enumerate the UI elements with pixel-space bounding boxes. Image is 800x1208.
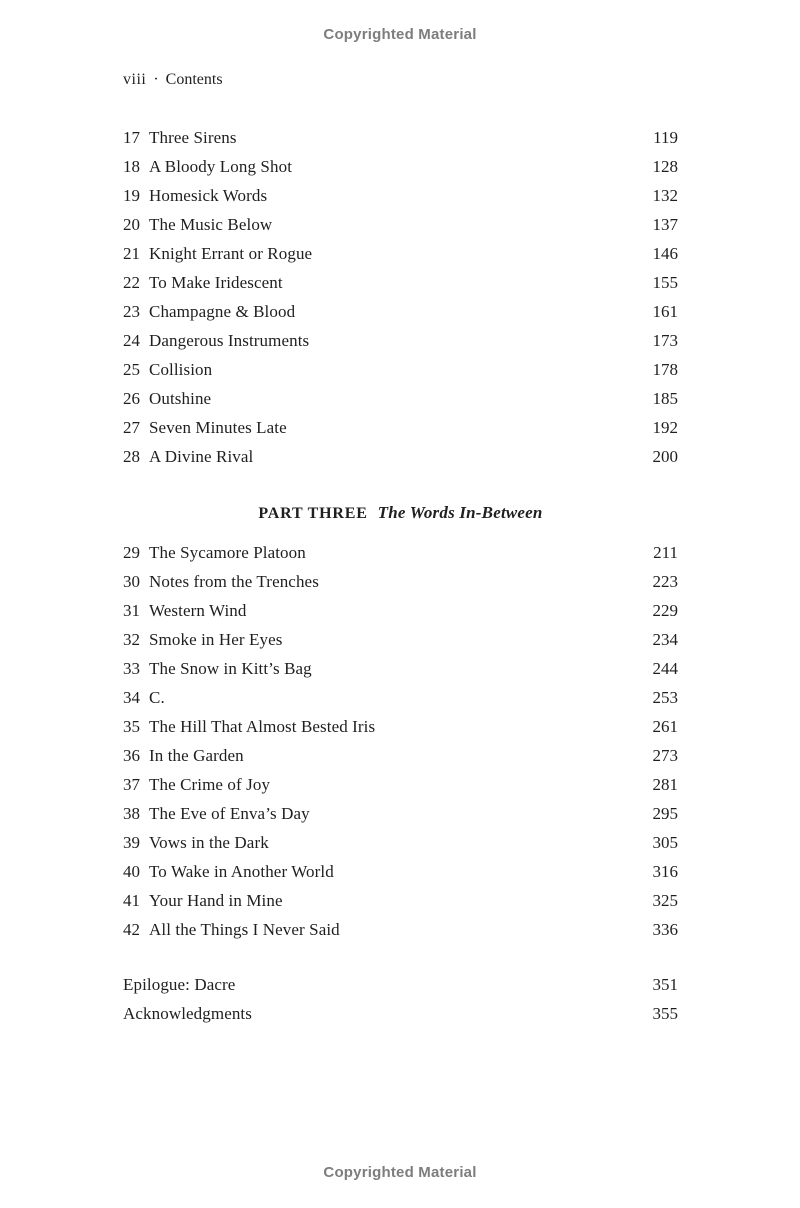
toc-entry-row xyxy=(123,239,678,268)
chapter-page-number: 261 xyxy=(652,717,678,736)
chapter-number: 24 xyxy=(123,331,140,350)
chapter-page-number: 200 xyxy=(652,447,678,466)
chapter-page-number: 155 xyxy=(652,273,678,292)
toc-entry-row xyxy=(123,857,678,886)
chapter-title: Your Hand in Mine xyxy=(149,891,283,910)
toc-entry-row xyxy=(123,355,678,384)
chapter-title: The Eve of Enva’s Day xyxy=(149,804,310,823)
header-separator-dot: · xyxy=(153,71,159,88)
chapter-page-number: 244 xyxy=(652,659,678,678)
chapter-page-number: 173 xyxy=(652,331,678,350)
chapter-title: Collision xyxy=(149,360,213,379)
chapter-number: 27 xyxy=(123,418,140,437)
chapter-number: 34 xyxy=(123,688,140,707)
toc-entry-row xyxy=(123,770,678,799)
part-heading-label: PART THREE xyxy=(258,505,368,522)
chapter-number: 29 xyxy=(123,543,140,562)
chapter-page-number: 325 xyxy=(652,891,678,910)
toc-section-part-three-entries xyxy=(123,538,678,944)
chapter-title: The Sycamore Platoon xyxy=(149,543,306,562)
toc-entry-row xyxy=(123,181,678,210)
chapter-number: 35 xyxy=(123,717,140,736)
chapter-page-number: 223 xyxy=(652,572,678,591)
chapter-title: The Music Below xyxy=(149,215,273,234)
chapter-title: Three Sirens xyxy=(149,128,237,147)
toc-entry-row xyxy=(123,741,678,770)
chapter-number: 41 xyxy=(123,891,140,910)
chapter-page-number: 192 xyxy=(652,418,678,437)
chapter-number: 32 xyxy=(123,630,140,649)
toc-entry-row xyxy=(123,413,678,442)
toc-entry-row xyxy=(123,596,678,625)
chapter-title: C. xyxy=(149,688,165,707)
chapter-title: Western Wind xyxy=(149,601,247,620)
chapter-number: 28 xyxy=(123,447,140,466)
chapter-title: Vows in the Dark xyxy=(149,833,269,852)
toc-entry-row xyxy=(123,683,678,712)
header-title: Contents xyxy=(165,71,223,88)
toc-entry-row xyxy=(123,384,678,413)
back-matter-page-number: 355 xyxy=(652,1004,678,1023)
part-three-heading xyxy=(123,503,678,523)
chapter-page-number: 185 xyxy=(652,389,678,408)
chapter-page-number: 128 xyxy=(652,157,678,176)
chapter-title: The Snow in Kitt’s Bag xyxy=(149,659,312,678)
chapter-number: 20 xyxy=(123,215,140,234)
toc-entry-row xyxy=(123,567,678,596)
chapter-page-number: 229 xyxy=(652,601,678,620)
toc-entry-row xyxy=(123,654,678,683)
chapter-page-number: 119 xyxy=(653,128,678,147)
chapter-title: Smoke in Her Eyes xyxy=(149,630,283,649)
chapter-number: 26 xyxy=(123,389,140,408)
toc-entry-row xyxy=(123,712,678,741)
chapter-page-number: 234 xyxy=(652,630,678,649)
chapter-title: Outshine xyxy=(149,389,212,408)
chapter-number: 36 xyxy=(123,746,140,765)
chapter-page-number: 273 xyxy=(652,746,678,765)
toc-entry-row xyxy=(123,999,678,1028)
back-matter-page-number: 351 xyxy=(652,975,678,994)
chapter-page-number: 161 xyxy=(652,302,678,321)
back-matter-title: Acknowledgments xyxy=(123,1004,252,1023)
chapter-title: Homesick Words xyxy=(149,186,268,205)
toc-entry-row xyxy=(123,970,678,999)
chapter-page-number: 295 xyxy=(652,804,678,823)
copyright-watermark-top: Copyrighted Material xyxy=(323,26,477,43)
chapter-number: 39 xyxy=(123,833,140,852)
toc-entry-row xyxy=(123,886,678,915)
chapter-number: 42 xyxy=(123,920,140,939)
chapter-number: 38 xyxy=(123,804,140,823)
chapter-title: Dangerous Instruments xyxy=(149,331,310,350)
chapter-title: Champagne & Blood xyxy=(149,302,296,321)
chapter-page-number: 336 xyxy=(652,920,678,939)
chapter-title: To Wake in Another World xyxy=(149,862,334,881)
chapter-title: To Make Iridescent xyxy=(149,273,283,292)
chapter-page-number: 132 xyxy=(652,186,678,205)
chapter-page-number: 316 xyxy=(652,862,678,881)
chapter-number: 18 xyxy=(123,157,140,176)
chapter-number: 40 xyxy=(123,862,140,881)
folio-page-number: viii xyxy=(123,71,147,88)
chapter-number: 37 xyxy=(123,775,140,794)
toc-entry-row xyxy=(123,210,678,239)
chapter-page-number: 178 xyxy=(652,360,678,379)
chapter-number: 31 xyxy=(123,601,140,620)
chapter-title: A Bloody Long Shot xyxy=(149,157,293,176)
chapter-title: Seven Minutes Late xyxy=(149,418,287,437)
toc-entry-row xyxy=(123,799,678,828)
toc-section-part-two-entries xyxy=(123,123,678,471)
toc-back-matter-entries xyxy=(123,970,678,1028)
chapter-page-number: 305 xyxy=(652,833,678,852)
chapter-title: Knight Errant or Rogue xyxy=(149,244,313,263)
chapter-number: 19 xyxy=(123,186,140,205)
chapter-page-number: 281 xyxy=(652,775,678,794)
toc-entry-row xyxy=(123,268,678,297)
chapter-page-number: 211 xyxy=(653,543,678,562)
running-header xyxy=(123,71,223,89)
part-heading-title: The Words In-Between xyxy=(377,503,543,522)
toc-entry-row xyxy=(123,915,678,944)
toc-entry-row xyxy=(123,326,678,355)
toc-entry-row xyxy=(123,442,678,471)
toc-entry-row xyxy=(123,152,678,181)
toc-entry-row xyxy=(123,123,678,152)
toc-entry-row xyxy=(123,297,678,326)
copyright-watermark-bottom: Copyrighted Material xyxy=(323,1164,477,1181)
chapter-number: 17 xyxy=(123,128,140,147)
chapter-number: 22 xyxy=(123,273,140,292)
toc-entry-row xyxy=(123,538,678,567)
chapter-number: 30 xyxy=(123,572,140,591)
chapter-page-number: 137 xyxy=(652,215,678,234)
toc-entry-row xyxy=(123,828,678,857)
chapter-title: All the Things I Never Said xyxy=(149,920,340,939)
chapter-page-number: 146 xyxy=(652,244,678,263)
chapter-number: 33 xyxy=(123,659,140,678)
toc-entry-row xyxy=(123,625,678,654)
chapter-number: 23 xyxy=(123,302,140,321)
chapter-title: A Divine Rival xyxy=(149,447,254,466)
chapter-number: 21 xyxy=(123,244,140,263)
back-matter-title: Epilogue: Dacre xyxy=(123,975,236,994)
chapter-number: 25 xyxy=(123,360,140,379)
chapter-title: The Hill That Almost Bested Iris xyxy=(149,717,376,736)
chapter-title: Notes from the Trenches xyxy=(149,572,319,591)
chapter-page-number: 253 xyxy=(652,688,678,707)
chapter-title: In the Garden xyxy=(149,746,244,765)
chapter-title: The Crime of Joy xyxy=(149,775,271,794)
